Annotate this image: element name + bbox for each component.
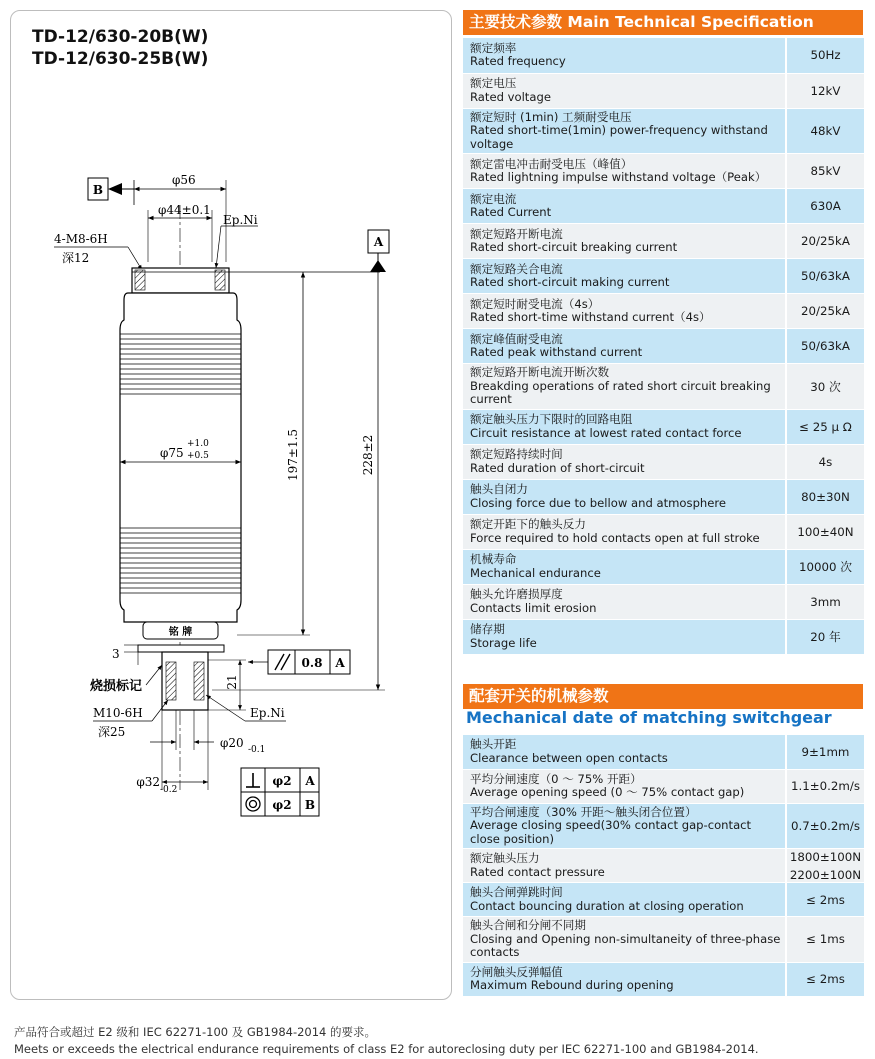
spec-name-cn: 额定雷电冲击耐受电压（峰值） — [470, 156, 633, 171]
spec-value-cell — [786, 803, 864, 849]
spec-name-en: Rated Current — [470, 205, 552, 219]
spec-value: 1800±100N — [789, 849, 862, 864]
footnote-en: Meets or exceeds the electrical endurance requirements of class E2 for autoreclosing duty per IEC 62271-100 and GB1984-2014. — [14, 1042, 759, 1056]
dim-phi44: φ44±0.1 — [158, 203, 211, 217]
spec-row — [463, 962, 864, 996]
spec-name-en: Circuit resistance at lowest rated contact force — [470, 425, 742, 440]
spec-name-cn: 额定短路持续时间 — [470, 447, 563, 461]
mech-spec-subtitle: Mechanical date of matching switchgear — [466, 708, 832, 727]
parallelism-tolerance-frame — [248, 650, 350, 674]
spec-name-en: Rated contact pressure — [470, 864, 605, 879]
spec-name-en: Rated voltage — [470, 89, 551, 104]
spec-value-cell — [786, 962, 864, 996]
spec-name-en: Contact bouncing duration at closing operation — [470, 898, 744, 913]
main-spec-title: 主要技术参数 Main Technical Specification — [463, 10, 863, 35]
spec-name-en: Force required to hold contacts open at full stroke — [470, 530, 760, 545]
spec-row — [463, 73, 864, 108]
spec-value-cell — [786, 154, 864, 189]
dim-phi75-tol-upper: +1.0 — [187, 439, 209, 449]
spec-row — [463, 444, 864, 479]
spec-value: 30 次 — [810, 379, 841, 394]
spec-name-en: Rated short-circuit breaking current — [470, 240, 678, 254]
spec-row — [463, 154, 864, 189]
spec-row — [463, 917, 864, 963]
spec-name-cell — [463, 108, 786, 154]
spec-name-cell — [463, 549, 786, 584]
spec-name-en: Rated lightning impulse withstand voltage（Peak） — [470, 170, 767, 184]
spec-row — [463, 735, 864, 769]
thread-bottom-label: M10-6H — [93, 706, 143, 720]
spec-value: 9±1mm — [801, 744, 850, 759]
spec-value-2: 2200±100N — [789, 867, 862, 882]
spec-name-cell — [463, 444, 786, 479]
spec-row — [463, 549, 864, 584]
spec-value: 1.1±0.2m/s — [790, 779, 861, 793]
dim-228: 228±2 — [361, 434, 375, 476]
spec-name-cell — [463, 849, 786, 883]
spec-name-cn: 触头开距 — [470, 737, 517, 752]
spec-value: 100±40N — [797, 524, 854, 539]
spec-name-en: Average opening speed (0 ～ 75% contact gap) — [470, 785, 745, 799]
spec-value-cell — [786, 259, 864, 294]
spec-value-cell — [786, 769, 864, 803]
spec-row — [463, 294, 864, 329]
spec-name-en: Closing force due to bellow and atmosphere — [470, 495, 727, 510]
spec-name-en: Contacts limit erosion — [470, 600, 597, 615]
conc-tol: φ2 — [272, 798, 292, 812]
spec-name-cn: 额定触头压力 — [470, 851, 540, 865]
spec-value-cell — [786, 294, 864, 329]
spec-value-cell — [786, 479, 864, 514]
spec-row — [463, 584, 864, 619]
spec-name-cn: 额定短路关合电流 — [470, 261, 563, 276]
model-name-1: TD-12/630-20B(W) — [32, 27, 209, 47]
spec-value: ≤ 2ms — [806, 972, 845, 986]
spec-value-cell — [786, 409, 864, 444]
spec-name-cell — [463, 329, 786, 364]
dim-phi75-tol-lower: +0.5 — [187, 451, 209, 461]
spec-value-cell — [786, 619, 864, 654]
spec-name-cell — [463, 917, 786, 963]
spec-row — [463, 329, 864, 364]
spec-name-en: Rated short-time(1min) power-frequency withstand voltage — [470, 123, 768, 151]
spec-value-cell — [786, 849, 864, 883]
spec-value-cell — [786, 444, 864, 479]
spec-value-cell — [786, 224, 864, 259]
spec-name-cell — [463, 409, 786, 444]
spec-value-cell — [786, 189, 864, 224]
spec-value-cell — [786, 514, 864, 549]
spec-value: 12kV — [810, 83, 841, 98]
spec-name-en: Rated short-time withstand current（4s） — [470, 310, 711, 324]
conc-ref: B — [304, 798, 316, 812]
svg-text:0.8: 0.8 — [301, 656, 323, 670]
spec-name-cell — [463, 479, 786, 514]
spec-name-en: Mechanical endurance — [470, 565, 601, 580]
datum-b-label — [88, 178, 134, 205]
spec-row — [463, 364, 864, 410]
spec-value-cell — [786, 584, 864, 619]
spec-row — [463, 38, 864, 73]
spec-name-cn: 分闸触头反弹幅值 — [470, 964, 563, 979]
spec-name-cn: 额定短路开断电流 — [470, 226, 563, 241]
depth-top-label: 深12 — [62, 251, 90, 265]
spec-value: 20/25kA — [801, 234, 850, 248]
dim-phi32: φ32 — [136, 775, 160, 789]
spec-name-en: Maximum Rebound during opening — [470, 978, 674, 992]
spec-name-en: Average closing speed(30% contact gap-contact close position) — [470, 818, 752, 846]
spec-name-cn: 额定短路开断电流开断次数 — [470, 365, 610, 379]
spec-name-en: Breakding operations of rated short circuit breaking current — [470, 378, 771, 406]
model-name-2: TD-12/630-25B(W) — [32, 49, 209, 69]
spec-value: 50Hz — [810, 48, 841, 63]
dim-phi20: φ20 — [220, 736, 244, 750]
spec-row — [463, 479, 864, 514]
spec-name-cell — [463, 769, 786, 803]
spec-value: 20/25kA — [801, 304, 850, 318]
spec-value: 10000 次 — [798, 560, 853, 574]
footnote-cn: 产品符合或超过 E2 级和 IEC 62271-100 及 GB1984-2014 的要求。 — [14, 1025, 377, 1039]
spec-name-cn: 额定短时 (1min) 工频耐受电压 — [470, 109, 632, 124]
spec-value-cell — [786, 38, 864, 73]
spec-value-cell — [786, 917, 864, 963]
geometric-tolerance-frame — [241, 768, 319, 816]
spec-name-cn: 额定频率 — [470, 40, 517, 55]
spec-value: 48kV — [810, 123, 841, 138]
spec-value: 85kV — [810, 164, 841, 178]
spec-name-cell — [463, 73, 786, 108]
mech-spec-title: 配套开关的机械参数 — [463, 684, 863, 709]
spec-name-cn: 额定电流 — [470, 191, 517, 206]
spec-value-cell — [786, 883, 864, 917]
spec-name-cell — [463, 962, 786, 996]
spec-name-cell — [463, 189, 786, 224]
spec-name-cn: 额定触头压力下限时的回路电阻 — [470, 412, 633, 426]
dim-197: 197±1.5 — [286, 428, 300, 482]
datum-a-label — [368, 230, 389, 272]
spec-name-cell — [463, 224, 786, 259]
spec-name-en: Storage life — [470, 635, 537, 650]
spec-name-cell — [463, 294, 786, 329]
spec-name-en: Rated frequency — [470, 54, 566, 69]
dim-phi75: φ75 — [160, 446, 184, 460]
thread-top-label: 4-M8-6H — [54, 232, 108, 246]
spec-value-cell — [786, 364, 864, 410]
spec-value: 630A — [810, 199, 841, 213]
spec-row — [463, 619, 864, 654]
spec-row — [463, 409, 864, 444]
spec-name-cn: 平均分闸速度（0 ～ 75% 开距） — [470, 771, 642, 786]
spec-name-en: Rated duration of short-circuit — [470, 460, 645, 475]
svg-text:B: B — [92, 183, 104, 197]
depth-bottom-label: 深25 — [98, 725, 126, 739]
spec-name-cn: 储存期 — [470, 622, 505, 636]
spec-row — [463, 803, 864, 849]
spec-name-cell — [463, 803, 786, 849]
dim-21: 21 — [225, 674, 239, 690]
spec-name-cell — [463, 883, 786, 917]
spec-name-en: Closing and Opening non-simultaneity of three-phase contacts — [470, 931, 781, 959]
spec-value-cell — [786, 73, 864, 108]
technical-drawing — [0, 0, 450, 1000]
spec-value: 0.7±0.2m/s — [790, 818, 861, 833]
spec-row — [463, 224, 864, 259]
spec-name-en: Rated short-circuit making current — [470, 275, 670, 289]
spec-value: ≤ 25 μ Ω — [799, 419, 852, 434]
spec-name-cn: 额定峰值耐受电流 — [470, 331, 563, 346]
dim-3: 3 — [112, 647, 120, 661]
spec-name-cell — [463, 154, 786, 189]
nameplate-label: 铭 牌 — [168, 627, 193, 638]
spec-name-cell — [463, 735, 786, 769]
spec-row — [463, 259, 864, 294]
spec-value: 3mm — [810, 594, 841, 609]
spec-value: 20 年 — [810, 630, 841, 644]
ep-ni-bottom-label: Ep.Ni — [250, 706, 285, 720]
spec-value-cell — [786, 108, 864, 154]
ep-ni-top-label: Ep.Ni — [223, 213, 258, 227]
spec-value: 4s — [818, 454, 833, 469]
spec-row — [463, 769, 864, 803]
spec-name-cn: 额定短时耐受电流（4s） — [470, 296, 600, 311]
spec-value-cell — [786, 735, 864, 769]
spec-name-cn: 机械寿命 — [470, 552, 517, 566]
spec-row — [463, 849, 864, 883]
spec-row — [463, 108, 864, 154]
spec-row — [463, 189, 864, 224]
svg-text:A: A — [373, 235, 384, 249]
spec-value: 50/63kA — [801, 269, 850, 283]
spec-name-cn: 触头允许磨损厚度 — [470, 587, 563, 601]
dim-phi56: φ56 — [172, 173, 196, 187]
spec-value: 50/63kA — [801, 339, 850, 353]
spec-value: ≤ 2ms — [806, 892, 845, 907]
perp-ref: A — [305, 774, 315, 788]
perp-tol: φ2 — [272, 774, 292, 788]
spec-name-cn: 触头自闭力 — [470, 482, 528, 496]
spec-name-cn: 触头合闸弹跳时间 — [470, 885, 563, 899]
spec-value: 80±30N — [801, 489, 850, 504]
spec-name-cn: 平均合闸速度（30% 开距～触头闭合位置） — [470, 804, 697, 819]
spec-name-cn: 额定开距下的触头反力 — [470, 517, 586, 531]
spec-name-cell — [463, 514, 786, 549]
svg-text:A: A — [335, 656, 345, 670]
dim-phi20-tol: -0.1 — [248, 745, 266, 755]
spec-name-cn: 触头合闸和分闸不同期 — [470, 918, 586, 932]
burn-mark-label: 烧损标记 — [90, 679, 143, 694]
main-spec-table — [463, 38, 864, 655]
spec-name-en: Rated peak withstand current — [470, 345, 643, 359]
spec-value-cell — [786, 549, 864, 584]
dim-phi32-tol: -0.2 — [160, 785, 178, 795]
spec-name-cell — [463, 38, 786, 73]
spec-value: ≤ 1ms — [806, 932, 845, 947]
spec-name-cell — [463, 364, 786, 410]
mech-spec-table — [463, 735, 864, 997]
spec-row — [463, 514, 864, 549]
spec-name-en: Clearance between open contacts — [470, 750, 668, 765]
spec-name-cn: 额定电压 — [470, 76, 517, 90]
spec-name-cell — [463, 584, 786, 619]
spec-name-cell — [463, 259, 786, 294]
spec-row — [463, 883, 864, 917]
spec-name-cell — [463, 619, 786, 654]
spec-value-cell — [786, 329, 864, 364]
